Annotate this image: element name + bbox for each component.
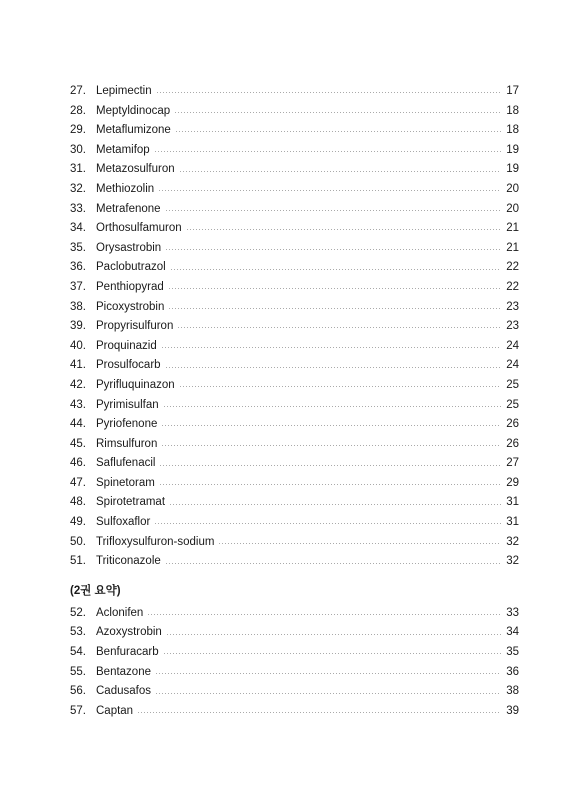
entry-number: 51.	[70, 555, 86, 568]
entry-number: 56.	[70, 685, 86, 698]
entry-number: 38.	[70, 300, 86, 313]
entry-page-number: 18	[506, 124, 519, 137]
dot-leader	[165, 210, 501, 211]
entry-page-number: 25	[506, 378, 519, 391]
toc-entry[interactable]	[70, 682, 519, 702]
dot-leader	[174, 112, 501, 113]
toc-entry[interactable]	[70, 454, 519, 474]
section-heading: (2권 요약)	[70, 584, 121, 597]
entry-number: 47.	[70, 476, 86, 489]
entry-page-number: 21	[506, 241, 519, 254]
entry-page-number: 32	[506, 535, 519, 548]
entry-title: Metrafenone	[96, 202, 161, 215]
entry-page-number: 21	[506, 222, 519, 235]
toc-entry[interactable]	[70, 415, 519, 435]
entry-number: 42.	[70, 378, 86, 391]
entry-page-number: 20	[506, 182, 519, 195]
entry-title: Sulfoxaflor	[96, 516, 151, 529]
entry-number: 46.	[70, 457, 86, 470]
dot-leader	[175, 131, 501, 132]
toc-entry[interactable]	[70, 82, 519, 102]
entry-number: 43.	[70, 398, 86, 411]
toc-entry[interactable]	[70, 160, 519, 180]
toc-entry[interactable]	[70, 396, 519, 416]
entry-title: Rimsulfuron	[96, 437, 158, 450]
toc-entry[interactable]	[70, 474, 519, 494]
toc-entry[interactable]	[70, 493, 519, 513]
entry-page-number: 26	[506, 437, 519, 450]
dot-leader	[168, 288, 501, 289]
toc-entry[interactable]	[70, 663, 519, 683]
entry-title: Propyrisulfuron	[96, 320, 174, 333]
dot-leader	[161, 445, 501, 446]
entry-page-number: 38	[506, 685, 519, 698]
entry-title: Spinetoram	[96, 476, 155, 489]
entry-title: Aclonifen	[96, 606, 144, 619]
entry-page-number: 31	[506, 516, 519, 529]
entry-number: 34.	[70, 222, 86, 235]
entry-number: 33.	[70, 202, 86, 215]
toc-entry[interactable]	[70, 278, 519, 298]
dot-leader	[155, 693, 501, 694]
entry-page-number: 36	[506, 665, 519, 678]
toc-entry[interactable]	[70, 239, 519, 259]
entry-number: 48.	[70, 496, 86, 509]
toc-entry[interactable]	[70, 643, 519, 663]
dot-leader	[161, 425, 501, 426]
entry-title: Lepimectin	[96, 85, 152, 97]
toc-entry[interactable]	[70, 356, 519, 376]
entry-number: 50.	[70, 535, 86, 548]
entry-page-number: 23	[506, 300, 519, 313]
toc-entry[interactable]	[70, 435, 519, 455]
toc-entry[interactable]	[70, 121, 519, 141]
toc-entry[interactable]	[70, 200, 519, 220]
toc-entry[interactable]	[70, 337, 519, 357]
entry-page-number: 17	[506, 85, 519, 97]
entry-number: 57.	[70, 704, 86, 717]
entry-title: Metaflumizone	[96, 124, 171, 137]
dot-leader	[155, 673, 501, 674]
dot-leader	[163, 653, 501, 654]
entry-number: 39.	[70, 320, 86, 333]
entry-title: Cadusafos	[96, 685, 151, 698]
entry-number: 37.	[70, 280, 86, 293]
entry-page-number: 33	[506, 606, 519, 619]
entry-page-number: 31	[506, 496, 519, 509]
dot-leader	[179, 386, 501, 387]
toc-entry[interactable]	[70, 102, 519, 122]
entry-number: 41.	[70, 359, 86, 372]
entry-title: Spirotetramat	[96, 496, 166, 509]
dot-leader	[163, 406, 501, 407]
entry-number: 52.	[70, 606, 86, 619]
entry-number: 31.	[70, 163, 86, 176]
entry-title: Penthiopyrad	[96, 280, 164, 293]
entry-title: Paclobutrazol	[96, 261, 166, 274]
entry-page-number: 22	[506, 280, 519, 293]
toc-entry[interactable]	[70, 219, 519, 239]
toc-entry[interactable]	[70, 533, 519, 553]
toc-entry[interactable]	[70, 317, 519, 337]
toc-entry[interactable]	[70, 141, 519, 161]
toc-entry[interactable]	[70, 513, 519, 533]
entry-title: Prosulfocarb	[96, 359, 161, 372]
dot-leader	[177, 327, 501, 328]
entry-title: Saflufenacil	[96, 457, 156, 470]
entry-page-number: 22	[506, 261, 519, 274]
entry-number: 35.	[70, 241, 86, 254]
dot-leader	[154, 523, 501, 524]
dot-leader	[161, 347, 501, 348]
entry-page-number: 29	[506, 476, 519, 489]
entry-number: 28.	[70, 104, 86, 117]
entry-title: Proquinazid	[96, 339, 157, 352]
dot-leader	[218, 543, 501, 544]
dot-leader	[156, 92, 501, 93]
dot-leader	[186, 229, 501, 230]
entry-title: Metazosulfuron	[96, 163, 175, 176]
entry-page-number: 39	[506, 704, 519, 717]
dot-leader	[159, 465, 501, 466]
entry-number: 49.	[70, 516, 86, 529]
dot-leader	[170, 269, 501, 270]
entry-number: 55.	[70, 665, 86, 678]
entry-title: Meptyldinocap	[96, 104, 171, 117]
toc-group-1	[70, 82, 519, 572]
toc-entry[interactable]	[70, 258, 519, 278]
entry-page-number: 25	[506, 398, 519, 411]
toc-entry[interactable]	[70, 623, 519, 643]
toc-entry[interactable]	[70, 604, 519, 624]
entry-page-number: 26	[506, 418, 519, 431]
dot-leader	[165, 563, 501, 564]
toc-entry[interactable]	[70, 180, 519, 200]
dot-leader	[159, 484, 501, 485]
dot-leader	[165, 367, 501, 368]
entry-title: Methiozolin	[96, 182, 155, 195]
dot-leader	[158, 190, 501, 191]
entry-page-number: 19	[506, 143, 519, 156]
entry-title: Pyriofenone	[96, 418, 158, 431]
dot-leader	[169, 504, 501, 505]
entry-page-number: 23	[506, 320, 519, 333]
entry-number: 44.	[70, 418, 86, 431]
entry-title: Pyrimisulfan	[96, 398, 159, 411]
entry-page-number: 24	[506, 359, 519, 372]
toc-entry[interactable]	[70, 552, 519, 572]
entry-page-number: 27	[506, 457, 519, 470]
entry-title: Azoxystrobin	[96, 626, 162, 639]
entry-page-number: 32	[506, 555, 519, 568]
toc-entry[interactable]	[70, 376, 519, 396]
dot-leader	[166, 634, 501, 635]
entry-title: Orthosulfamuron	[96, 222, 182, 235]
toc-group-2	[70, 604, 519, 722]
entry-title: Benfuracarb	[96, 646, 159, 659]
dot-leader	[165, 249, 501, 250]
entry-number: 40.	[70, 339, 86, 352]
table-of-contents	[70, 82, 519, 721]
entry-title: Orysastrobin	[96, 241, 162, 254]
entry-number: 29.	[70, 124, 86, 137]
dot-leader	[179, 171, 501, 172]
entry-number: 45.	[70, 437, 86, 450]
entry-title: Picoxystrobin	[96, 300, 165, 313]
dot-leader	[168, 308, 501, 309]
entry-title: Bentazone	[96, 665, 151, 678]
entry-page-number: 35	[506, 646, 519, 659]
dot-leader	[154, 151, 501, 152]
entry-number: 30.	[70, 143, 86, 156]
entry-page-number: 34	[506, 626, 519, 639]
dot-leader	[147, 614, 501, 615]
entry-number: 53.	[70, 626, 86, 639]
entry-page-number: 24	[506, 339, 519, 352]
entry-title: Pyrifluquinazon	[96, 378, 175, 391]
entry-number: 36.	[70, 261, 86, 274]
entry-number: 32.	[70, 182, 86, 195]
toc-entry[interactable]	[70, 702, 519, 722]
entry-number: 27.	[70, 85, 86, 97]
entry-title: Trifloxysulfuron-sodium	[96, 535, 215, 548]
entry-page-number: 20	[506, 202, 519, 215]
entry-title: Metamifop	[96, 143, 150, 156]
entry-page-number: 18	[506, 104, 519, 117]
entry-title: Triticonazole	[96, 555, 161, 568]
dot-leader	[137, 712, 501, 713]
toc-entry[interactable]	[70, 298, 519, 318]
entry-page-number: 19	[506, 163, 519, 176]
entry-number: 54.	[70, 646, 86, 659]
entry-title: Captan	[96, 704, 134, 717]
